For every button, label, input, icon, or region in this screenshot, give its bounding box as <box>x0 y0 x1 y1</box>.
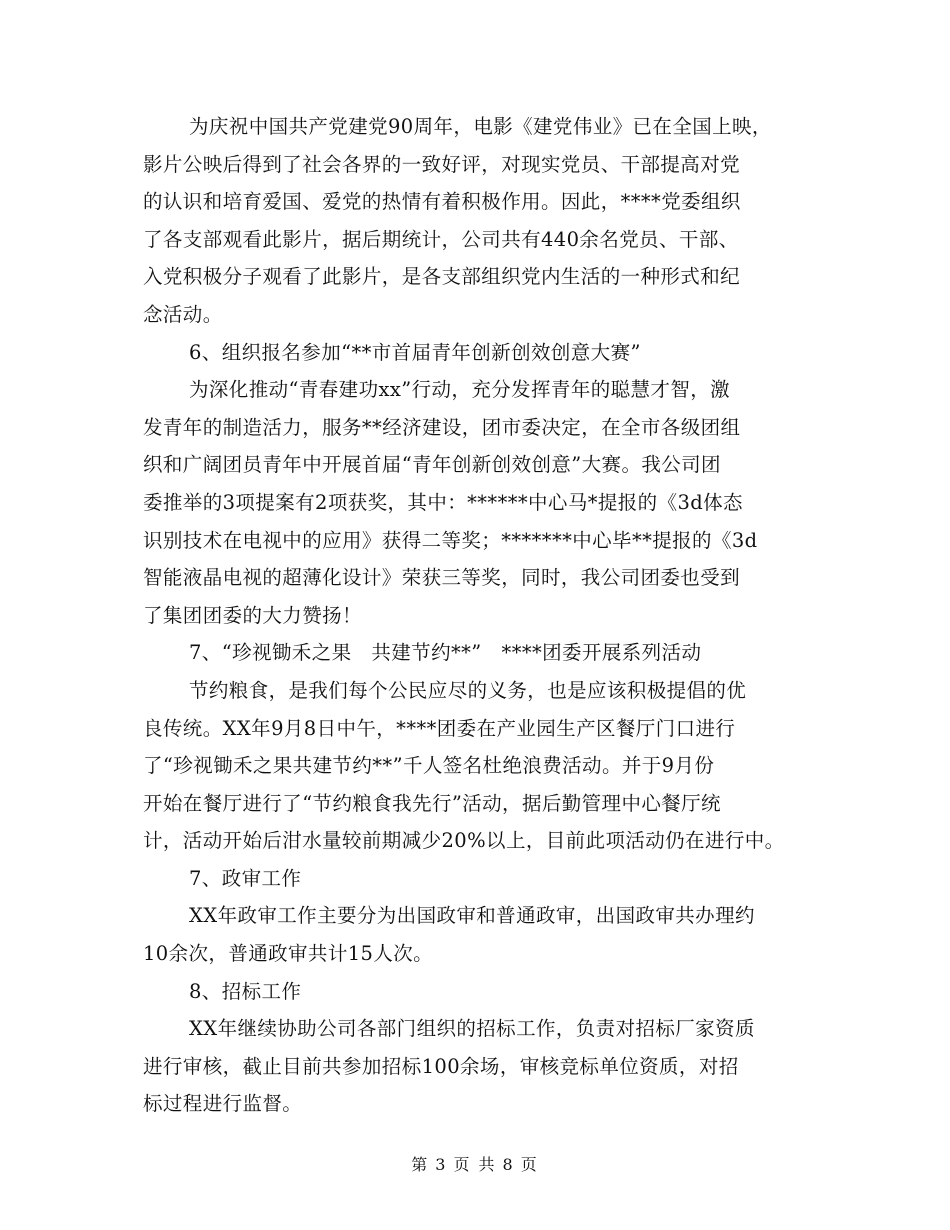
text-line: XX年政审工作主要分为出国政审和普通政审，出国政审共办理约 <box>189 904 755 928</box>
text-line: 7、政审工作 <box>189 866 302 890</box>
text-line: 了各支部观看此影片，据后期统计，公司共有440余名党员、干部、 <box>143 227 739 251</box>
text-line: 入党积极分子观看了此影片，是各支部组织党内生活的一种形式和纪 <box>143 265 741 289</box>
text-line: 8、招标工作 <box>189 979 302 1003</box>
text-line: 发青年的制造活力，服务**经济建设，团市委决定，在全市各级团组 <box>143 415 741 439</box>
text-line: 了“珍视锄禾之果共建节约**”千人签名杜绝浪费活动。并于9月份 <box>143 754 715 778</box>
text-line: 开始在餐厅进行了“节约粮食我先行”活动，据后勤管理中心餐厅统 <box>143 791 721 815</box>
text-line: 进行审核，截止目前共参加招标100余场，审核竞标单位资质，对招 <box>143 1054 739 1078</box>
text-line: 织和广阔团员青年中开展首届“青年创新创效创意”大赛。我公司团 <box>143 453 721 477</box>
text-line: XX年继续协助公司各部门组织的招标工作，负责对招标厂家资质 <box>189 1017 755 1041</box>
text-line: 节约粮食，是我们每个公民应尽的义务，也是应该积极提倡的优 <box>189 678 747 702</box>
text-line: 计，活动开始后泔水量较前期减少20%以上，目前此项活动仍在进行中。 <box>143 829 785 853</box>
text-line: 10余次，普通政审共计15人次。 <box>143 942 434 966</box>
text-line: 委推举的3项提案有2项获奖，其中：******中心马*提报的《3d体态 <box>143 490 743 514</box>
footer-prefix: 第 <box>411 1155 430 1174</box>
text-line: 影片公映后得到了社会各界的一致好评，对现实党员、干部提高对党 <box>143 152 741 176</box>
text-line: 智能液晶电视的超薄化设计》荣获三等奖，同时，我公司团委也受到 <box>143 566 741 590</box>
text-line: 为深化推动“青春建功xx”行动，充分发挥青年的聪慧才智，激 <box>189 378 731 402</box>
text-line: 良传统。XX年9月8日中午，****团委在产业园生产区餐厅门口进行 <box>143 716 736 740</box>
document-body <box>143 108 823 1123</box>
text-line: 6、组织报名参加“**市首届青年创新创效创意大赛” <box>189 340 641 364</box>
text-line: 的认识和培育爱国、爱党的热情有着积极作用。因此，****党委组织 <box>143 190 741 214</box>
text-line: 识别技术在电视中的应用》获得二等奖；*******中心毕**提报的《3d <box>143 528 758 552</box>
text-line: 为庆祝中国共产党建党90周年，电影《建党伟业》已在全国上映， <box>189 115 772 138</box>
text-line: 念活动。 <box>143 302 223 326</box>
text-line: 了集团团委的大力赞扬！ <box>143 603 362 627</box>
footer-page-number: 3 <box>435 1155 448 1174</box>
footer-total-pages: 8 <box>502 1155 515 1174</box>
text-line: 标过程进行监督。 <box>143 1092 303 1116</box>
text-line: 7、“珍视锄禾之果 共建节约**” ****团委开展系列活动 <box>189 641 702 665</box>
page-footer <box>0 1152 950 1175</box>
footer-suffix: 页 <box>520 1155 539 1174</box>
footer-middle: 页 共 <box>453 1155 497 1174</box>
